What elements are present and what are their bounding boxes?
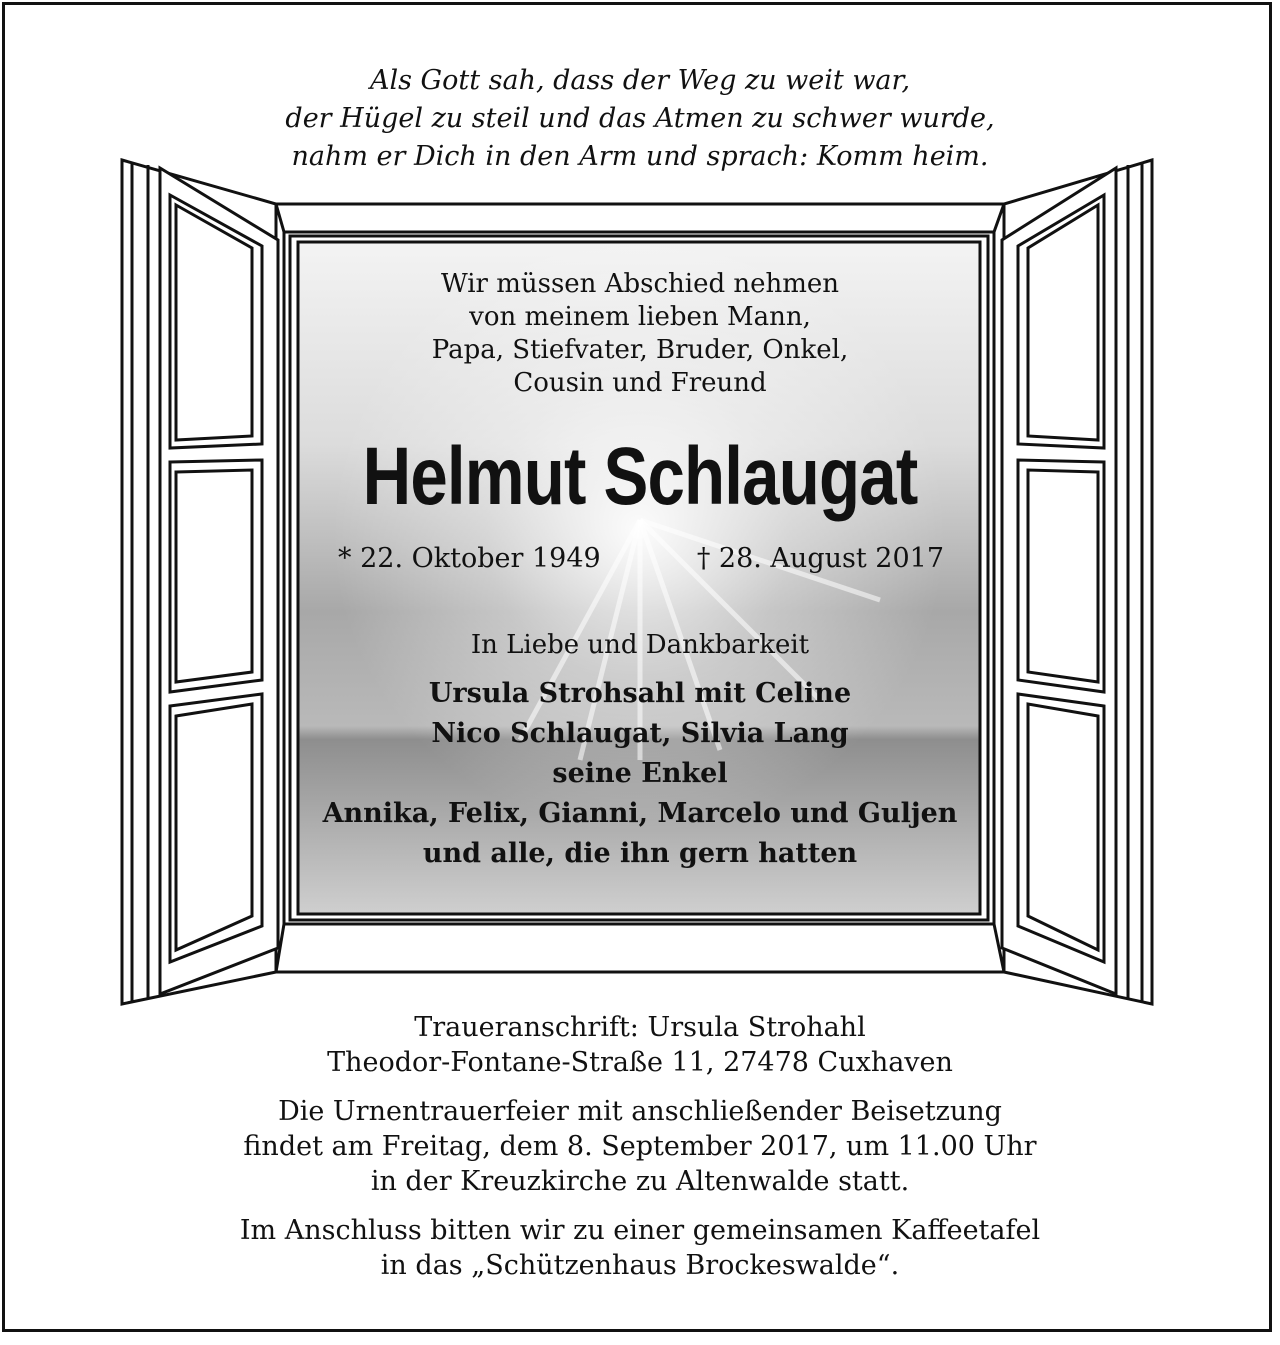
farewell-intro bbox=[300, 268, 980, 400]
gratitude-line: In Liebe und Dankbarkeit bbox=[470, 630, 810, 660]
quote-line: der Hügel zu steil und das Atmen zu schwer wurde, bbox=[285, 103, 995, 134]
service-line: in der Kreuzkirche zu Altenwalde statt. bbox=[370, 1166, 910, 1197]
right-window-sash bbox=[1002, 160, 1152, 1004]
deceased-name: Helmut Schlaugat bbox=[362, 431, 918, 522]
address-line: Traueranschrift: Ursula Strohahl bbox=[414, 1012, 866, 1043]
reception-line: Im Anschluss bitten wir zu einer gemeinsamen Kaffeetafel bbox=[239, 1215, 1041, 1246]
notice-footer bbox=[0, 1010, 1280, 1297]
intro-line: Cousin und Freund bbox=[513, 368, 767, 398]
quote-line: nahm er Dich in den Arm und sprach: Komm heim. bbox=[291, 141, 989, 172]
service-details bbox=[0, 1094, 1280, 1199]
mourner-line: und alle, die ihn gern hatten bbox=[422, 838, 858, 869]
mourning-address bbox=[0, 1010, 1280, 1080]
birth-date: * 22. Oktober 1949 bbox=[338, 543, 601, 574]
death-date: † 28. August 2017 bbox=[696, 543, 944, 574]
mourner-line: Annika, Felix, Gianni, Marcelo und Guljen bbox=[322, 798, 958, 829]
intro-line: Wir müssen Abschied nehmen bbox=[440, 269, 840, 299]
intro-line: Papa, Stiefvater, Bruder, Onkel, bbox=[431, 335, 849, 365]
mourner-line: Nico Schlaugat, Silvia Lang bbox=[431, 718, 849, 749]
mourner-line: seine Enkel bbox=[552, 758, 728, 789]
window-content bbox=[300, 244, 980, 914]
mourners-list bbox=[300, 674, 980, 874]
mourner-line: Ursula Strohsahl mit Celine bbox=[428, 678, 852, 709]
service-line: Die Urnentrauerfeier mit anschließender Beisetzung bbox=[278, 1096, 1002, 1127]
intro-line: von meinem lieben Mann, bbox=[469, 302, 811, 332]
left-window-sash bbox=[122, 160, 278, 1004]
reception-line: in das „Schützenhaus Brockeswalde“. bbox=[380, 1250, 900, 1281]
quote-line: Als Gott sah, dass der Weg zu weit war, bbox=[369, 65, 911, 96]
reception-details bbox=[0, 1213, 1280, 1283]
address-line: Theodor-Fontane-Straße 11, 27478 Cuxhaven bbox=[327, 1047, 953, 1078]
service-line: findet am Freitag, dem 8. September 2017, um 11.00 Uhr bbox=[243, 1131, 1037, 1162]
